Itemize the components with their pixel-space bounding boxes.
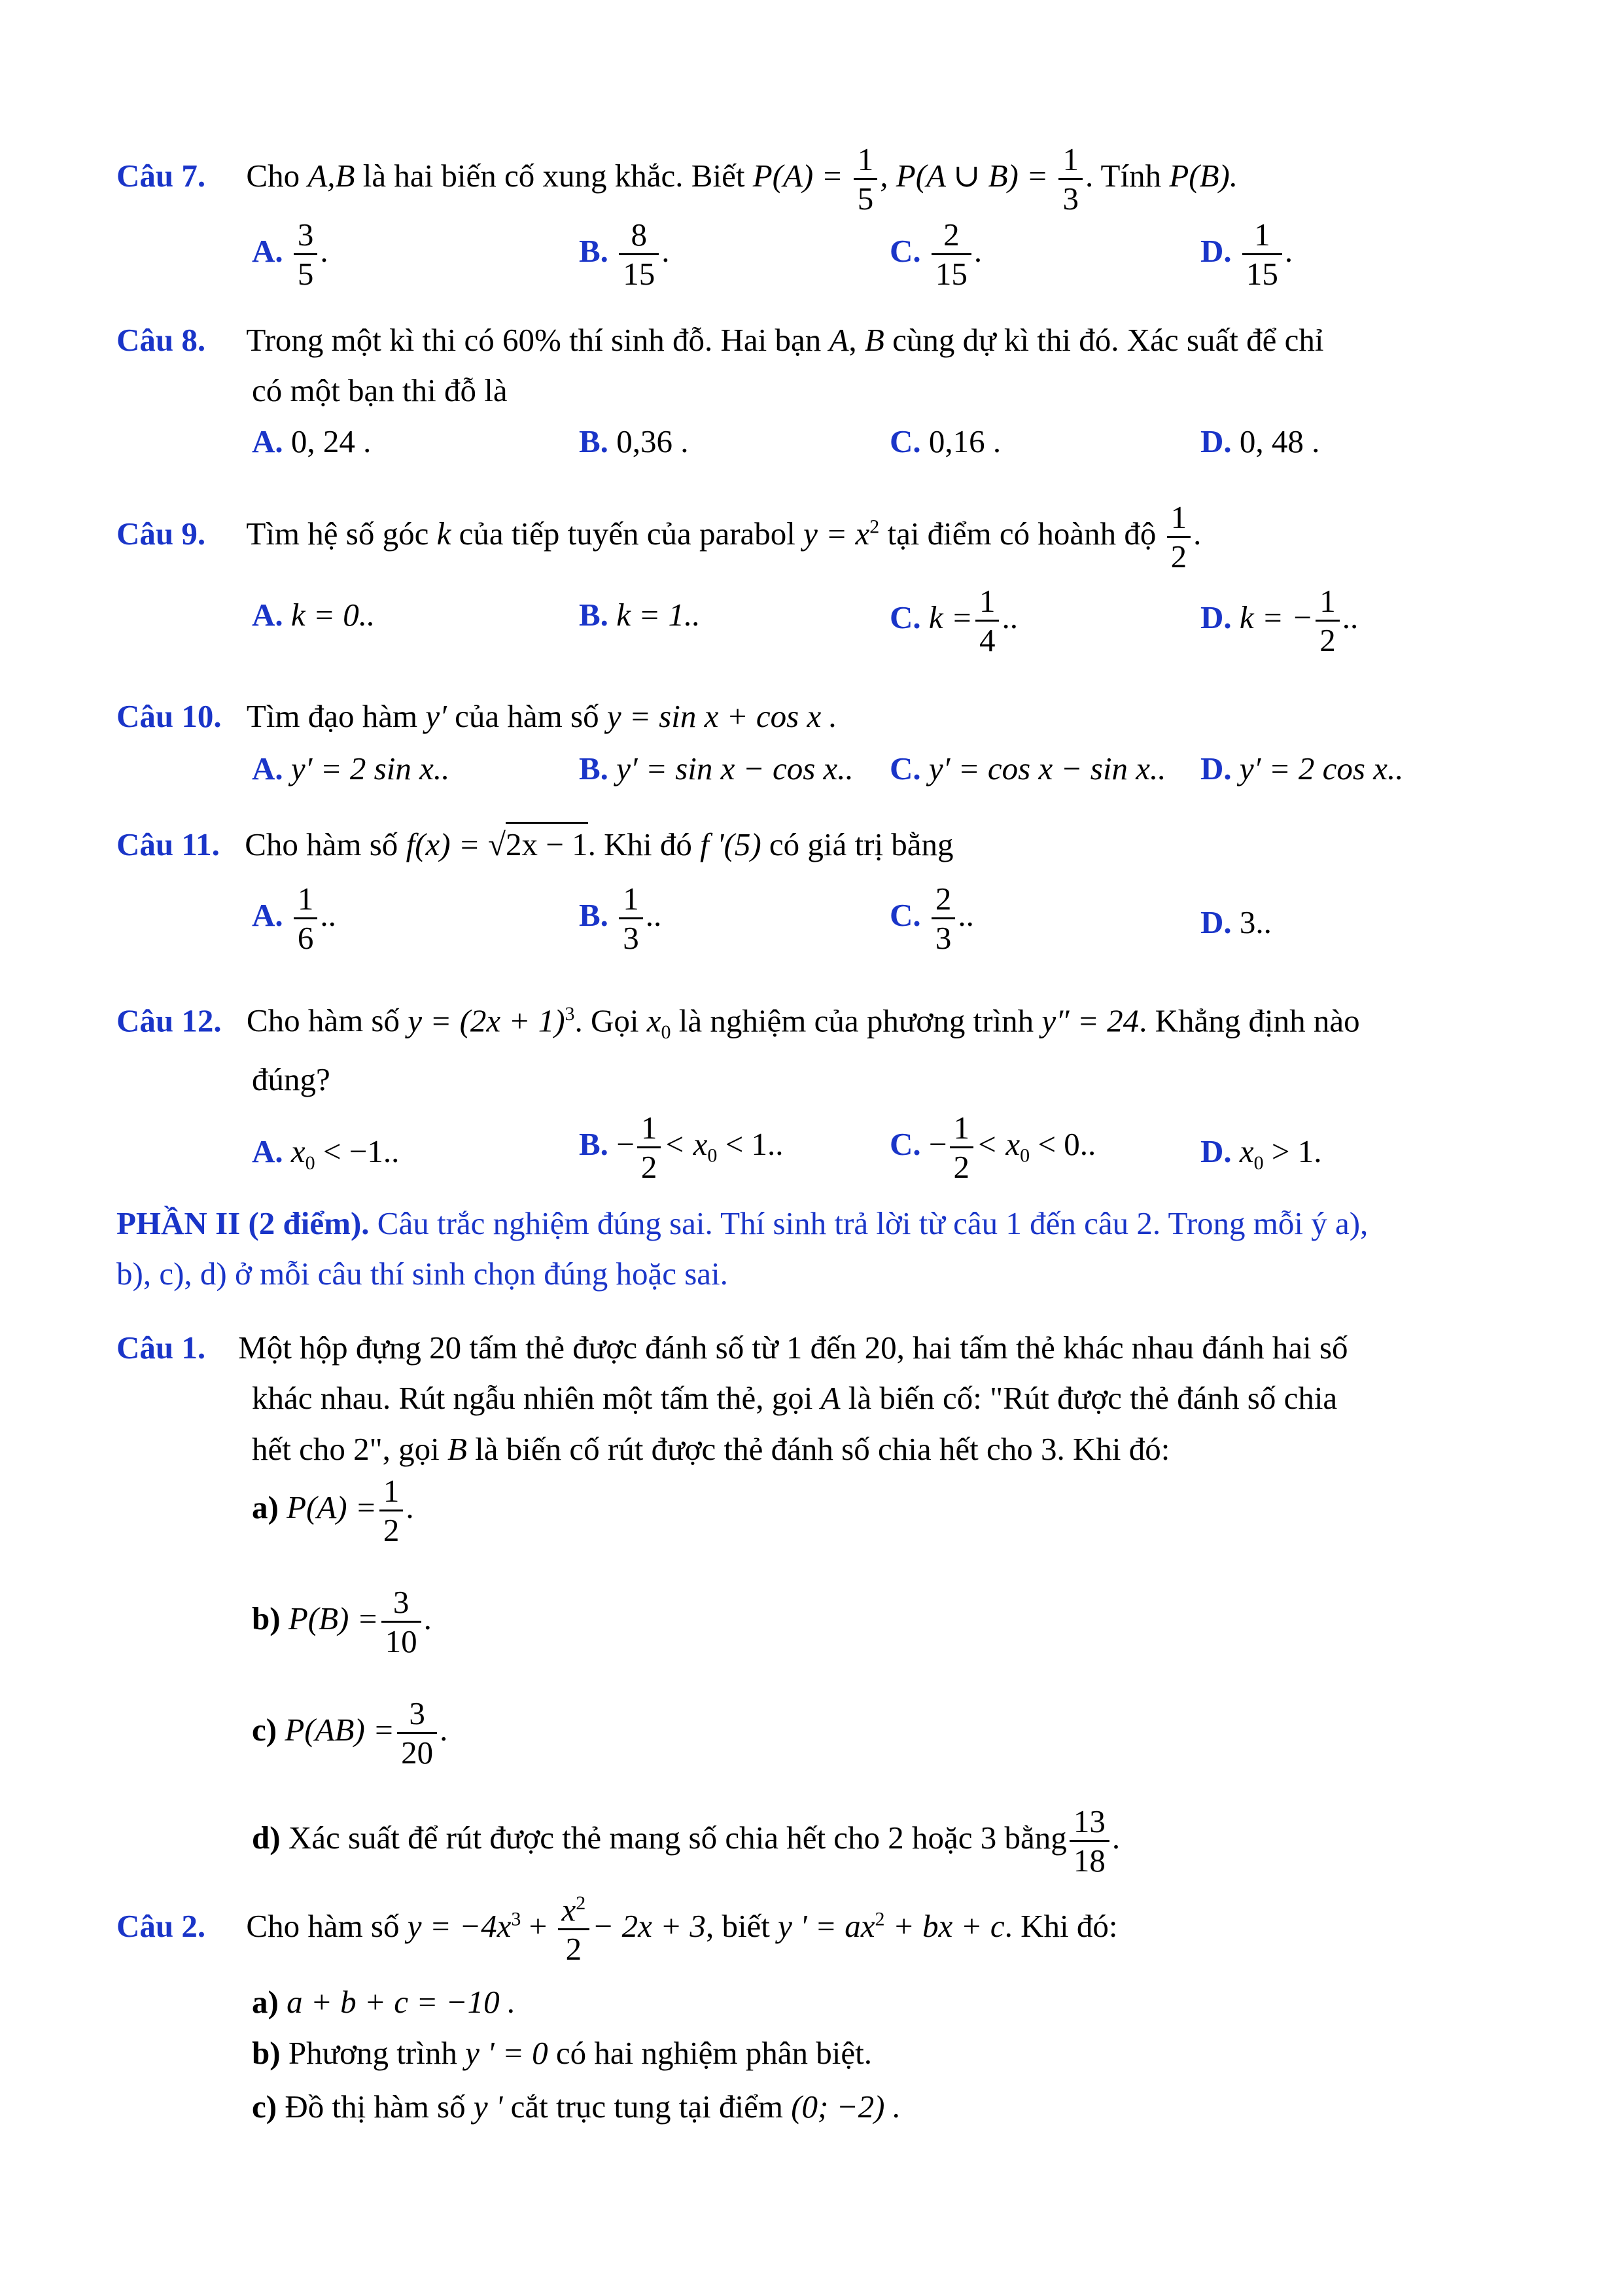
q7-frac-1: $\frac{1}{5}$: [854, 141, 878, 217]
q9-option-b[interactable]: B. k = 1..: [579, 597, 701, 633]
q7-text-2: A,B: [307, 157, 355, 194]
q7-text-4: P(A) =: [752, 157, 843, 194]
q12-line-2: đúng?: [252, 1061, 330, 1097]
q10-option-d[interactable]: D. y′ = 2 cos x..: [1200, 751, 1404, 786]
q11-option-c[interactable]: C. $\frac{2}{3}$ ..: [890, 881, 974, 956]
q8-option-b[interactable]: B. 0,36 .: [579, 423, 689, 459]
p2q2-item-b[interactable]: b) Phương trình y ' = 0 có hai nghiệm phân biệt.: [252, 2035, 872, 2071]
q10-option-c[interactable]: C. y′ = cos x − sin x..: [890, 751, 1166, 786]
p2q2-frac: $\frac{x^2}{2}$: [558, 1891, 590, 1968]
q12-option-b[interactable]: B. − $\frac{1}{2}$ < $x_0 < 1$..: [579, 1110, 784, 1185]
q8-question: Câu 8. Trong một kì thi có 60% thí sinh đỗ. Hai bạn A, B cùng dự kì thi đó. Xác suất để chỉ: [116, 322, 1324, 358]
p2q1-item-a[interactable]: a) P(A) = $\frac{1}{2}$ .: [252, 1473, 414, 1548]
q7-option-a[interactable]: A. $\frac{3}{5}$ .: [252, 217, 328, 292]
p2q2-item-c[interactable]: c) Đồ thị hàm số y ' cắt trục tung tại điểm (0; −2) .: [252, 2089, 901, 2125]
q11-label: Câu 11.: [116, 826, 220, 862]
q11-option-a[interactable]: A. $\frac{1}{6}$ ..: [252, 881, 336, 956]
q7-text-3: là hai biến cố xung khắc. Biết: [362, 157, 745, 194]
q10-question: Câu 10. Tìm đạo hàm y′ của hàm số y = sin x + cos x .: [116, 698, 837, 734]
q9-option-a[interactable]: A. k = 0..: [252, 597, 375, 633]
p2q1-line-2: khác nhau. Rút ngẫu nhiên một tấm thẻ, gọi A là biến cố: "Rút được thẻ đánh số chia: [252, 1380, 1338, 1416]
q8-option-d[interactable]: D. 0, 48 .: [1200, 423, 1320, 459]
q9-option-d[interactable]: D. k = − $\frac{1}{2}$ ..: [1200, 583, 1359, 658]
q7-option-d[interactable]: D. $\frac{1}{15}$ .: [1200, 217, 1293, 292]
q11-sqrt: 2x − 1: [506, 822, 588, 862]
q8-option-a[interactable]: A. 0, 24 .: [252, 423, 372, 459]
q12-option-d[interactable]: D. $x_0 > 1$.: [1200, 1133, 1322, 1174]
q12-option-a[interactable]: A. $x_0 < -1$..: [252, 1133, 400, 1174]
q9-question: Câu 9. Tìm hệ số góc k của tiếp tuyến của parabol $y = x^2$ tại điểm có hoành độ $\frac{1}{2}$ .: [116, 499, 1202, 574]
q9-frac: $\frac{1}{2}$: [1167, 499, 1191, 575]
p2q2-item-a[interactable]: a) a + b + c = −10 .: [252, 1984, 516, 2020]
q7-text-7: P(B).: [1169, 157, 1238, 194]
q12-label: Câu 12.: [116, 1002, 222, 1039]
q8-option-c[interactable]: C. 0,16 .: [890, 423, 1002, 459]
p2q1-line-3: hết cho 2", gọi B là biến cố rút được thẻ đánh số chia hết cho 3. Khi đó:: [252, 1431, 1170, 1467]
q7-text-5: , P(A ∪ B) =: [880, 157, 1049, 194]
q7-label: Câu 7.: [116, 157, 206, 194]
p2q1-question: Câu 1. Một hộp đựng 20 tấm thẻ được đánh số từ 1 đến 20, hai tấm thẻ khác nhau đánh hai số: [116, 1330, 1348, 1366]
q10-option-a[interactable]: A. y′ = 2 sin x..: [252, 751, 450, 786]
p2q1-item-d[interactable]: d) Xác suất để rút được thẻ mang số chia hết cho 2 hoặc 3 bằng $\frac{13}{18}$ .: [252, 1803, 1121, 1879]
q11-option-d[interactable]: D. 3..: [1200, 904, 1272, 940]
q7-frac-2: $\frac{1}{3}$: [1058, 141, 1083, 217]
p2q1-label: Câu 1.: [116, 1330, 206, 1366]
q12-option-c[interactable]: C. − $\frac{1}{2}$ < $x_0 < 0$..: [890, 1110, 1096, 1185]
q7-text-6: . Tính: [1085, 157, 1162, 194]
q7-question: [116, 141, 1238, 217]
p2q2-label: Câu 2.: [116, 1907, 206, 1944]
q9-label: Câu 9.: [116, 515, 206, 552]
q10-option-b[interactable]: B. y′ = sin x − cos x..: [579, 751, 854, 786]
p2q1-item-c[interactable]: c) P(AB) = $\frac{3}{20}$ .: [252, 1695, 448, 1771]
q7-option-c[interactable]: C. $\frac{2}{15}$ .: [890, 217, 983, 292]
part2-heading-line-2: b), c), d) ở mỗi câu thí sinh chọn đúng hoặc sai.: [116, 1256, 728, 1292]
q7-text-1: Cho: [246, 157, 300, 194]
q7-option-b[interactable]: B. $\frac{8}{15}$ .: [579, 217, 670, 292]
q9-option-c[interactable]: C. k = $\frac{1}{4}$ ..: [890, 583, 1018, 658]
q8-line-2: có một bạn thi đỗ là: [252, 372, 508, 408]
p2q2-question: Câu 2. Cho hàm số $y = -4x^3$ + $\frac{x^2}{2}$ − 2x + 3, biết y ' = $ax^2$ + bx + c. Khi đó:: [116, 1892, 1118, 1968]
q12-question: Câu 12. Cho hàm số $y = (2x + 1)^3$. Gọi $x_0$ là nghiệm của phương trình y″ = 24. Khẳng định nào: [116, 1002, 1360, 1044]
part2-heading: PHẦN II (2 điểm). Câu trắc nghiệm đúng sai. Thí sinh trả lời từ câu 1 đến câu 2. Trong mỗi ý a),: [116, 1205, 1369, 1241]
q10-label: Câu 10.: [116, 698, 222, 734]
q11-question: Câu 11. Cho hàm số f(x) = √2x − 1. Khi đó f '(5) có giá trị bằng: [116, 828, 954, 860]
q11-option-b[interactable]: B. $\frac{1}{3}$ ..: [579, 881, 662, 956]
q8-label: Câu 8.: [116, 322, 206, 358]
p2q1-item-b[interactable]: b) P(B) = $\frac{3}{10}$ .: [252, 1584, 432, 1659]
